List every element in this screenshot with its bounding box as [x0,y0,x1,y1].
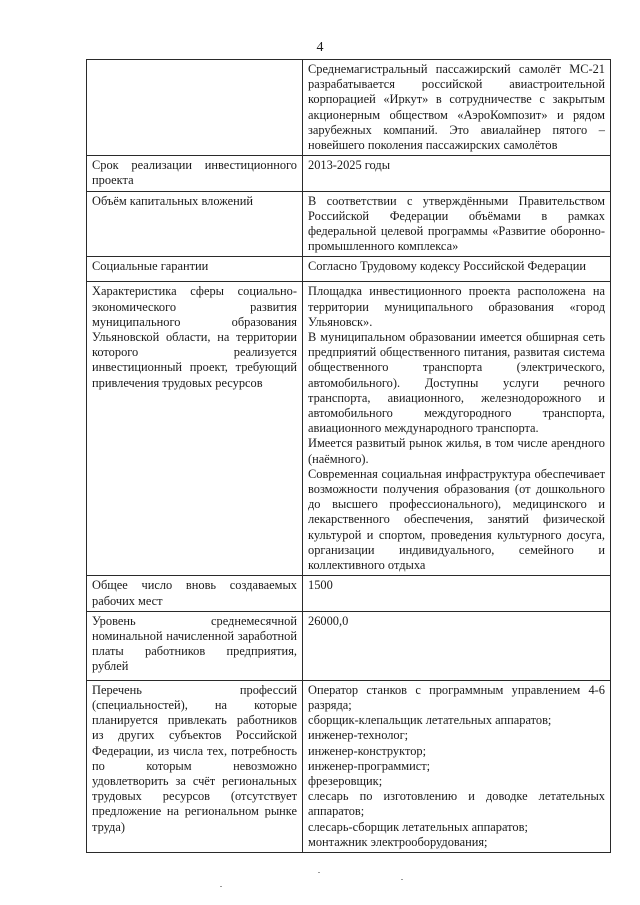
scan-speck [220,886,222,887]
row-value [303,282,611,576]
row-value [303,156,611,191]
value-paragraph: 2013-2025 годы [308,158,391,173]
profession-item: монтажник электрооборудования; [308,834,488,849]
profession-item: фрезеровщик; [308,773,383,788]
row-label [87,60,303,156]
row-label: Объём капитальных вложений [87,191,303,257]
table-row [87,611,611,680]
row-value [303,60,611,156]
profession-item: Оператор станков с программным управлением 4-6 разряда; [308,682,605,712]
table-row [87,282,611,576]
profession-item: инженер-конструктор; [308,743,427,758]
profession-item: слесарь по изготовлению и доводке летательных аппаратов; [308,789,605,819]
value-paragraph: Согласно Трудовому кодексу Российской Федерации [308,259,586,274]
profession-item: инженер-программист; [308,758,431,773]
row-label: Общее число вновь создаваемых рабочих мест [87,576,303,611]
row-label: Социальные гарантии [87,257,303,282]
value-paragraph: Площадка инвестиционного проекта расположена на территории муниципального образования «город Ульяновск». [308,284,605,329]
value-paragraph: Среднемагистральный пассажирский самолёт МС-21 разрабатывается российской авиастроительной корпорацией «Иркут» в сотрудничестве с закрытым акционерным обществом «АэроКомпозит» и рядом зарубежных компаний. Это авиалайнер пятого – новейшего поколения пассажирских самолётов [308,62,605,153]
value-paragraph: 26000,0 [308,613,349,628]
value-paragraph: 1500 [308,578,333,593]
row-value [303,680,611,852]
row-label: Срок реализации инвестиционного проекта [87,156,303,191]
scan-speck [318,872,320,873]
profession-item: сборщик-клепальщик летательных аппаратов; [308,713,552,728]
table-row [87,60,611,156]
row-value [303,191,611,257]
row-value [303,576,611,611]
profession-item: инженер-технолог; [308,728,409,743]
value-paragraph: В соответствии с утверждёнными Правительством Российской Федерации объёмами в рамках федеральной целевой программы «Развитие оборонно-промышленного комплекса» [308,193,605,254]
row-label: Уровень среднемесячной номинальной начисленной заработной платы работников предприятия, рублей [87,611,303,680]
row-label: Перечень профессий (специальностей), на которые планируется привлекать работников из других субъектов Российской Федерации, из числа тех, потребность по которым невозможно удовлетворить за счёт региональных трудовых ресурсов (отсутствует предложение на региональном рынке труда) [87,680,303,852]
row-value [303,611,611,680]
value-paragraph: Имеется развитый рынок жилья, в том числе арендного (наёмного). [308,436,605,466]
value-paragraph: Современная социальная инфраструктура обеспечивает возможности получения образования (от дошкольного до высшего профессионального), медицинского и лекарственного обеспечения, занятий физической культурой и спортом, проведения культурного досуга, организации индивидуального, семейного и коллективного отдыха [308,466,605,573]
profession-item: слесарь-сборщик летательных аппаратов; [308,819,528,834]
row-label: Характеристика сферы социально-экономического развития муниципального образования Ульяновской области, на территории которого реализуется инвестиционный проект, требующий привлечения трудовых ресурсов [87,282,303,576]
table-row [87,680,611,852]
value-paragraph: В муниципальном образовании имеется обширная сеть предприятий общественного питания, развитая система общественного транспорта (электрического, автомобильного). Доступны услуги речного транспорта, авиационного, железнодорожного и автомобильного междугородного транспорта, авиационного международного транспорта. [308,330,605,436]
scan-speck [401,879,403,880]
table-row [87,576,611,611]
table-row [87,191,611,257]
page-number: 4 [316,40,324,55]
table-row [87,156,611,191]
row-value [303,257,611,282]
project-info-table [86,59,611,853]
table-row [87,257,611,282]
